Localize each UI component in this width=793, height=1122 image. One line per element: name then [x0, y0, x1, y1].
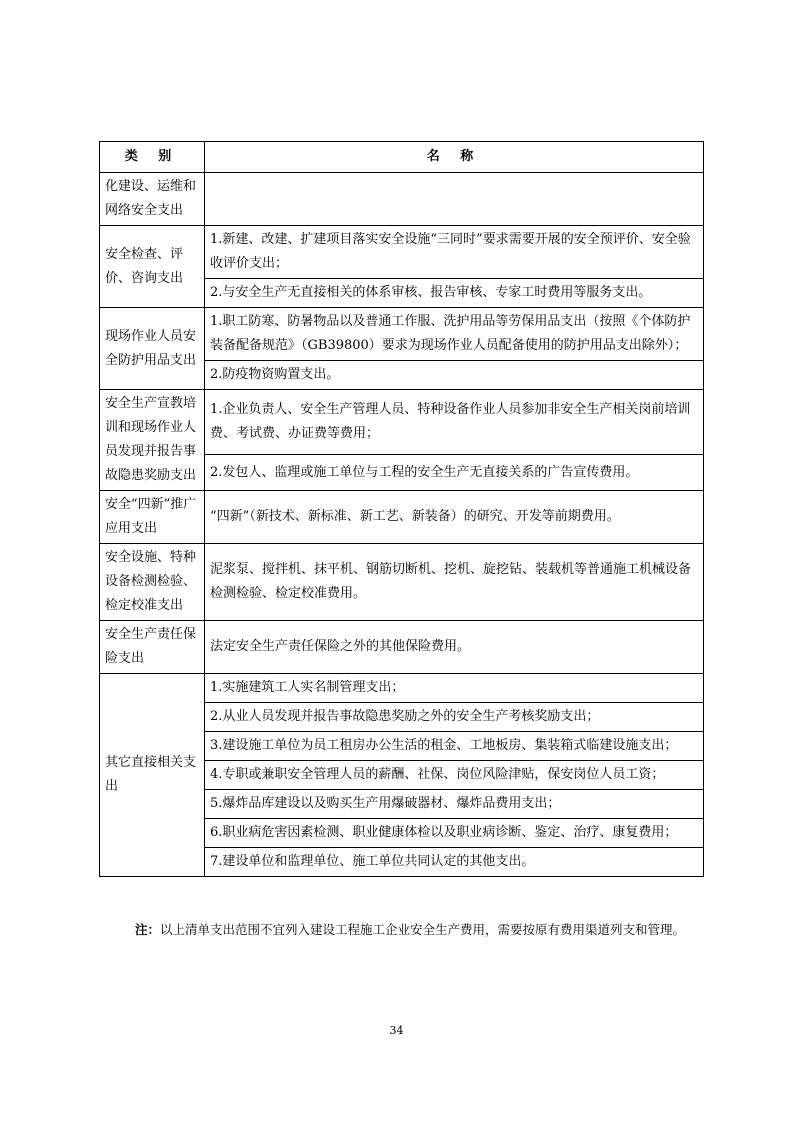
footnote-label: 注：: [135, 922, 161, 937]
item-cell: [205, 173, 704, 226]
table-header-row: [100, 142, 704, 173]
item-cell: 2.与安全生产无直接相关的体系审核、报告审核、专家工时费用等服务支出。: [205, 279, 704, 308]
header-name: 名 称: [205, 142, 704, 173]
footnote: [99, 918, 704, 942]
page-number: 34: [389, 1024, 404, 1037]
item-cell: 2.从业人员发现并报告事故隐患奖励之外的安全生产考核奖励支出；: [205, 703, 704, 732]
item-cell: 4.专职或兼职安全管理人员的薪酬、社保、岗位风险津贴，保安岗位人员工资；: [205, 761, 704, 790]
item-cell: 2.防疫物资购置支出。: [205, 361, 704, 390]
item-cell: 1.实施建筑工人实名制管理支出；: [205, 674, 704, 703]
header-category: 类 别: [100, 142, 205, 173]
item-cell: 5.爆炸品库建设以及购买生产用爆破器材、爆炸品费用支出；: [205, 790, 704, 819]
item-cell: 1.新建、改建、扩建项目落实安全设施“三同时”要求需要开展的安全预评价、安全验收评价支出；: [205, 226, 704, 279]
category-cell: 安全检查、评价、咨询支出: [100, 226, 205, 308]
footnote-text: 以上清单支出范围不宜列入建设工程施工企业安全生产费用，需要按原有费用渠道列支和管理。: [160, 922, 686, 937]
table-row: [100, 390, 704, 455]
table-row: [100, 491, 704, 544]
category-cell: 安全“四新”推广应用支出: [100, 491, 205, 544]
category-cell: 化建设、运维和网络安全支出: [100, 173, 205, 226]
item-cell: “四新”（新技术、新标准、新工艺、新装备）的研究、开发等前期费用。: [205, 491, 704, 544]
category-cell: 现场作业人员安全防护用品支出: [100, 308, 205, 390]
item-cell: 1.职工防寒、防暑物品以及普通工作服、洗护用品等劳保用品支出（按照《个体防护装备配备规范》（GB39800）要求为现场作业人员配备使用的防护用品支出除外）；: [205, 308, 704, 361]
item-cell: 2.发包人、监理或施工单位与工程的安全生产无直接关系的广告宣传费用。: [205, 455, 704, 491]
category-cell: 安全设施、特种设备检测检验、检定校准支出: [100, 544, 205, 621]
table-row: [100, 226, 704, 279]
table-row: [100, 308, 704, 361]
item-cell: 1.企业负责人、安全生产管理人员、特种设备作业人员参加非安全生产相关岗前培训费、考试费、办证费等费用；: [205, 390, 704, 455]
item-cell: 法定安全生产责任保险之外的其他保险费用。: [205, 621, 704, 674]
table-row: [100, 544, 704, 621]
item-cell: 3.建设施工单位为员工租房办公生活的租金、工地板房、集装箱式临建设施支出；: [205, 732, 704, 761]
table-row: [100, 173, 704, 226]
table-row: [100, 621, 704, 674]
expense-table: [99, 141, 704, 877]
item-cell: 7.建设单位和监理单位、施工单位共同认定的其他支出。: [205, 848, 704, 877]
category-cell: 安全生产责任保险支出: [100, 621, 205, 674]
category-cell: 其它直接相关支出: [100, 674, 205, 877]
category-cell: 安全生产宣教培训和现场作业人员发现并报告事故隐患奖励支出: [100, 390, 205, 491]
item-cell: 泥浆泵、搅拌机、抹平机、钢筋切断机、挖机、旋挖钻、装载机等普通施工机械设备检测检验、检定校准费用。: [205, 544, 704, 621]
table-row: [100, 674, 704, 703]
item-cell: 6.职业病危害因素检测、职业健康体检以及职业病诊断、鉴定、治疗、康复费用；: [205, 819, 704, 848]
